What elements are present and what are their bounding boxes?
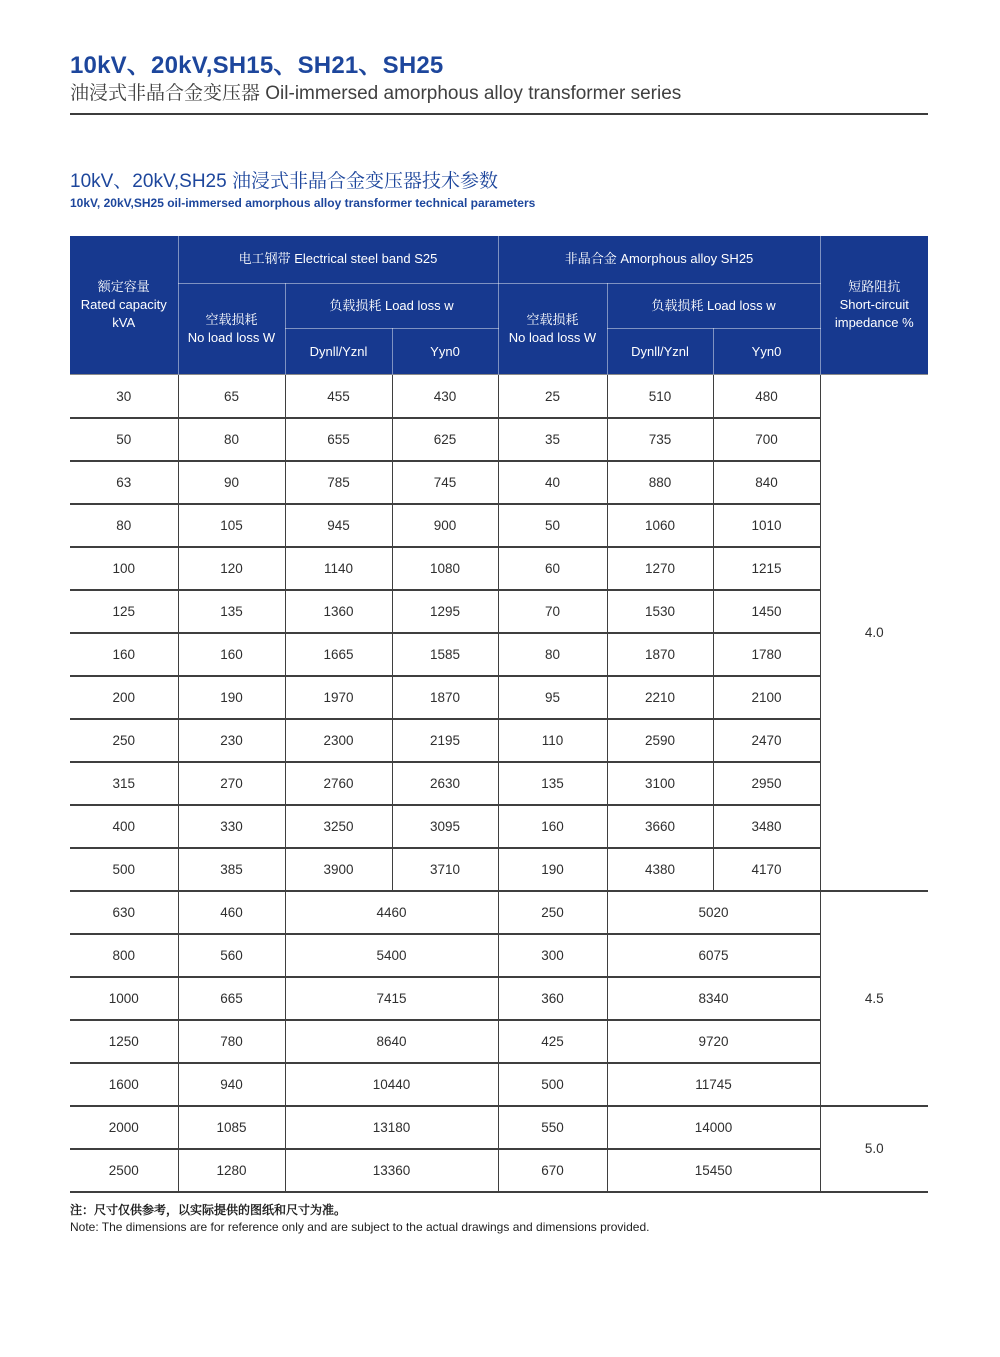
value-cell: 1010 (713, 504, 820, 547)
header-vector-dyn-s25: Dynll/Yznl (285, 329, 392, 375)
table-row (70, 977, 928, 1020)
note-cn: 注：尺寸仅供参考，以实际提供的图纸和尺寸为准。 (70, 1202, 347, 1217)
value-cell: 625 (392, 418, 498, 461)
value-cell: 4170 (713, 848, 820, 891)
capacity-cell: 400 (70, 805, 178, 848)
table-row (70, 504, 928, 547)
value-cell: 1780 (713, 633, 820, 676)
capacity-cell: 63 (70, 461, 178, 504)
value-cell: 655 (285, 418, 392, 461)
value-cell: 250 (498, 891, 607, 934)
header-no-load-loss-s25-cn: 空载损耗 (205, 312, 258, 328)
header-load-loss-s25: 负载损耗 Load loss w (285, 284, 498, 329)
value-cell: 8640 (285, 1020, 498, 1063)
value-cell: 500 (498, 1063, 607, 1106)
table-row (70, 461, 928, 504)
value-cell: 3900 (285, 848, 392, 891)
capacity-cell: 800 (70, 934, 178, 977)
value-cell: 13360 (285, 1149, 498, 1192)
value-cell: 1080 (392, 547, 498, 590)
header-impedance-en: Short-circuit (839, 296, 909, 312)
header-impedance-cn: 短路阻抗 (848, 278, 901, 294)
value-cell: 230 (178, 719, 285, 762)
value-cell: 4380 (607, 848, 713, 891)
header-vector-yyn0-sh25: Yyn0 (713, 329, 820, 375)
value-cell: 2470 (713, 719, 820, 762)
value-cell: 2300 (285, 719, 392, 762)
value-cell: 1280 (178, 1149, 285, 1192)
value-cell: 3480 (713, 805, 820, 848)
value-cell: 880 (607, 461, 713, 504)
capacity-cell: 160 (70, 633, 178, 676)
value-cell: 385 (178, 848, 285, 891)
value-cell: 160 (178, 633, 285, 676)
table-row (70, 762, 928, 805)
value-cell: 5400 (285, 934, 498, 977)
note-en: Note: The dimensions are for reference only and are subject to the actual drawings and dimensions provided. (70, 1220, 650, 1235)
table-row (70, 719, 928, 762)
header-impedance-unit: impedance % (834, 315, 914, 331)
value-cell: 2100 (713, 676, 820, 719)
table-row (70, 1149, 928, 1192)
value-cell: 105 (178, 504, 285, 547)
header-no-load-loss-s25-en: No load loss W (187, 330, 276, 346)
value-cell: 665 (178, 977, 285, 1020)
table-row (70, 1020, 928, 1063)
header-vector-yyn0-s25: Yyn0 (392, 329, 498, 375)
table-body (70, 375, 928, 1192)
value-cell: 90 (178, 461, 285, 504)
table-header (70, 236, 928, 375)
table-row (70, 848, 928, 891)
value-cell: 3100 (607, 762, 713, 805)
value-cell: 2195 (392, 719, 498, 762)
value-cell: 15450 (607, 1149, 820, 1192)
capacity-cell: 200 (70, 676, 178, 719)
value-cell: 110 (498, 719, 607, 762)
value-cell: 735 (607, 418, 713, 461)
capacity-cell: 1000 (70, 977, 178, 1020)
capacity-cell: 30 (70, 375, 178, 418)
table-row (70, 934, 928, 977)
value-cell: 3250 (285, 805, 392, 848)
value-cell: 3095 (392, 805, 498, 848)
impedance-cell: 4.5 (820, 891, 928, 1106)
value-cell: 80 (178, 418, 285, 461)
value-cell: 4460 (285, 891, 498, 934)
header-rated-capacity-cn: 额定容量 (97, 278, 150, 294)
value-cell: 50 (498, 504, 607, 547)
capacity-cell: 1600 (70, 1063, 178, 1106)
table-row (70, 676, 928, 719)
value-cell: 190 (498, 848, 607, 891)
impedance-cell: 5.0 (820, 1106, 928, 1192)
value-cell: 3710 (392, 848, 498, 891)
value-cell: 455 (285, 375, 392, 418)
value-cell: 425 (498, 1020, 607, 1063)
value-cell: 6075 (607, 934, 820, 977)
capacity-cell: 125 (70, 590, 178, 633)
value-cell: 1665 (285, 633, 392, 676)
capacity-cell: 50 (70, 418, 178, 461)
value-cell: 745 (392, 461, 498, 504)
capacity-cell: 1250 (70, 1020, 178, 1063)
value-cell: 1215 (713, 547, 820, 590)
header-short-circuit-impedance (820, 236, 928, 375)
value-cell: 945 (285, 504, 392, 547)
capacity-cell: 2000 (70, 1106, 178, 1149)
section-heading-en: 10kV, 20kV,SH25 oil-immersed amorphous alloy transformer technical parameters (70, 196, 536, 211)
capacity-cell: 630 (70, 891, 178, 934)
value-cell: 840 (713, 461, 820, 504)
value-cell: 1140 (285, 547, 392, 590)
value-cell: 65 (178, 375, 285, 418)
page-title: 10kV、20kV,SH15、SH21、SH25 (70, 52, 444, 79)
capacity-cell: 500 (70, 848, 178, 891)
value-cell: 460 (178, 891, 285, 934)
value-cell: 1530 (607, 590, 713, 633)
header-no-load-loss-s25 (178, 284, 285, 375)
value-cell: 330 (178, 805, 285, 848)
header-rated-capacity (70, 236, 178, 375)
value-cell: 60 (498, 547, 607, 590)
value-cell: 270 (178, 762, 285, 805)
capacity-cell: 315 (70, 762, 178, 805)
table-row (70, 547, 928, 590)
value-cell: 190 (178, 676, 285, 719)
value-cell: 7415 (285, 977, 498, 1020)
header-no-load-loss-sh25-en: No load loss W (508, 330, 597, 346)
value-cell: 700 (713, 418, 820, 461)
value-cell: 1360 (285, 590, 392, 633)
header-group-amorphous-alloy: 非晶合金 Amorphous alloy SH25 (498, 236, 820, 284)
header-group-steel-band: 电工钢带 Electrical steel band S25 (178, 236, 498, 284)
value-cell: 2210 (607, 676, 713, 719)
value-cell: 510 (607, 375, 713, 418)
value-cell: 80 (498, 633, 607, 676)
table-row (70, 1106, 928, 1149)
impedance-cell: 4.0 (820, 375, 928, 891)
value-cell: 900 (392, 504, 498, 547)
value-cell: 1060 (607, 504, 713, 547)
value-cell: 1270 (607, 547, 713, 590)
capacity-cell: 100 (70, 547, 178, 590)
table-row (70, 633, 928, 676)
value-cell: 10440 (285, 1063, 498, 1106)
value-cell: 1295 (392, 590, 498, 633)
value-cell: 8340 (607, 977, 820, 1020)
table-row (70, 891, 928, 934)
value-cell: 785 (285, 461, 392, 504)
value-cell: 780 (178, 1020, 285, 1063)
capacity-cell: 2500 (70, 1149, 178, 1192)
value-cell: 2950 (713, 762, 820, 805)
value-cell: 1970 (285, 676, 392, 719)
value-cell: 14000 (607, 1106, 820, 1149)
table-row (70, 1063, 928, 1106)
section-heading-cn: 10kV、20kV,SH25 油浸式非晶合金变压器技术参数 (70, 171, 498, 193)
value-cell: 2590 (607, 719, 713, 762)
table-row (70, 375, 928, 418)
value-cell: 5020 (607, 891, 820, 934)
value-cell: 300 (498, 934, 607, 977)
page-content (70, 52, 928, 1237)
value-cell: 2760 (285, 762, 392, 805)
header-no-load-loss-sh25-cn: 空载损耗 (526, 312, 579, 328)
value-cell: 360 (498, 977, 607, 1020)
value-cell: 1085 (178, 1106, 285, 1149)
header-rated-capacity-unit: kVA (112, 315, 136, 331)
header-vector-dyn-sh25: Dynll/Yznl (607, 329, 713, 375)
value-cell: 135 (178, 590, 285, 633)
value-cell: 1870 (607, 633, 713, 676)
table-row (70, 805, 928, 848)
header-load-loss-sh25: 负载损耗 Load loss w (607, 284, 820, 329)
value-cell: 160 (498, 805, 607, 848)
capacity-cell: 250 (70, 719, 178, 762)
header-no-load-loss-sh25 (498, 284, 607, 375)
value-cell: 35 (498, 418, 607, 461)
value-cell: 40 (498, 461, 607, 504)
header-rated-capacity-en: Rated capacity (80, 296, 167, 312)
title-divider (70, 113, 928, 115)
parameters-table (70, 236, 928, 1193)
value-cell: 560 (178, 934, 285, 977)
value-cell: 70 (498, 590, 607, 633)
value-cell: 11745 (607, 1063, 820, 1106)
value-cell: 2630 (392, 762, 498, 805)
capacity-cell: 80 (70, 504, 178, 547)
page-subtitle: 油浸式非晶合金变压器 Oil-immersed amorphous alloy transformer series (70, 82, 682, 104)
table-row (70, 418, 928, 461)
value-cell: 25 (498, 375, 607, 418)
value-cell: 1585 (392, 633, 498, 676)
value-cell: 940 (178, 1063, 285, 1106)
value-cell: 1450 (713, 590, 820, 633)
value-cell: 670 (498, 1149, 607, 1192)
table-row (70, 590, 928, 633)
value-cell: 120 (178, 547, 285, 590)
value-cell: 1870 (392, 676, 498, 719)
value-cell: 550 (498, 1106, 607, 1149)
value-cell: 3660 (607, 805, 713, 848)
value-cell: 480 (713, 375, 820, 418)
value-cell: 9720 (607, 1020, 820, 1063)
value-cell: 430 (392, 375, 498, 418)
value-cell: 95 (498, 676, 607, 719)
value-cell: 135 (498, 762, 607, 805)
value-cell: 13180 (285, 1106, 498, 1149)
